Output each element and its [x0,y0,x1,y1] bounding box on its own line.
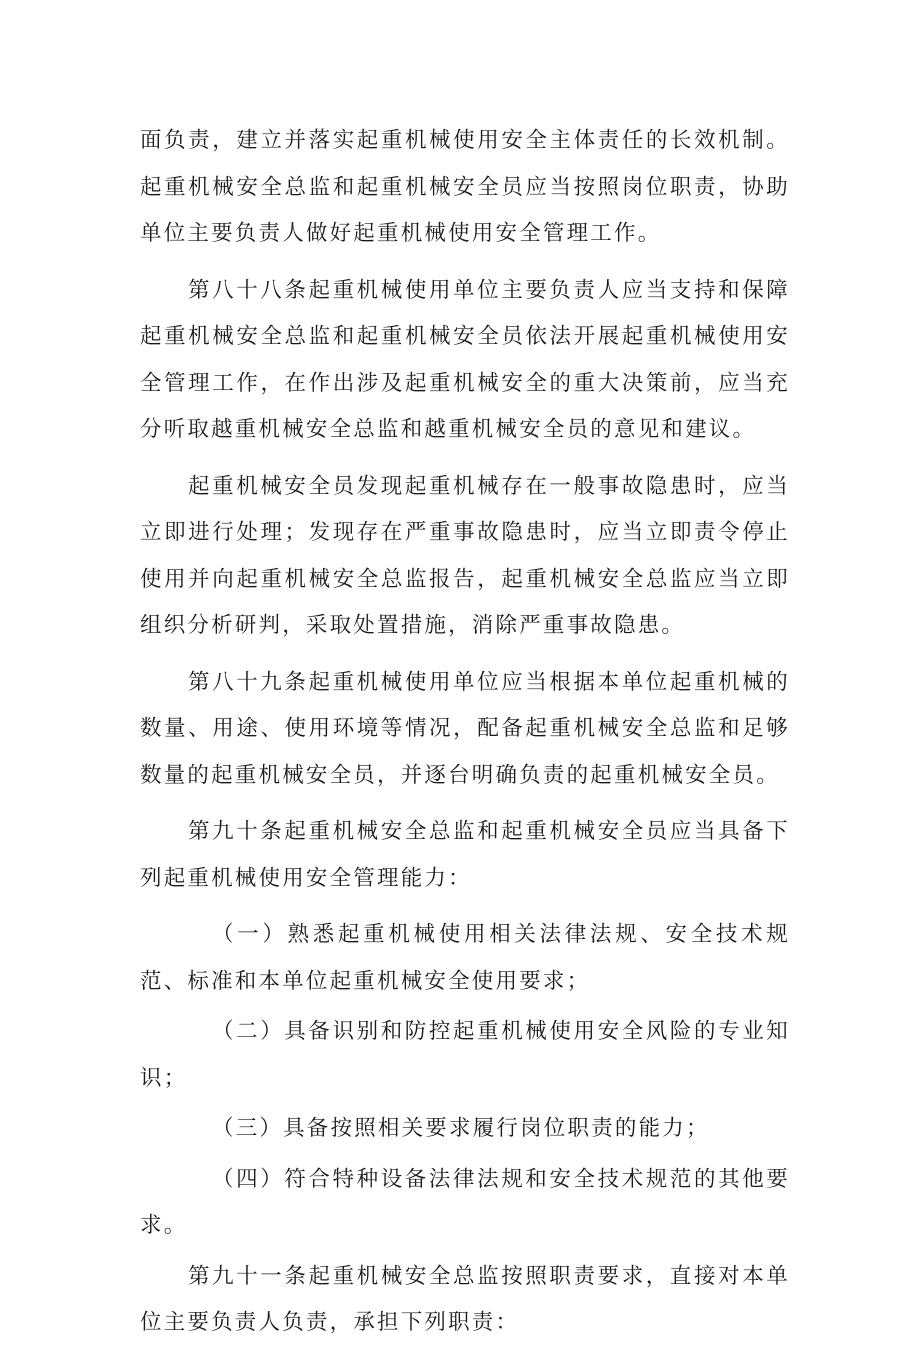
document-body [140,118,790,1347]
list-item-3: （三）具备按照相关要求履行岗位职责的能力； [212,1116,710,1141]
paragraph-article-91: 第九十一条起重机械安全总监按照职责要求，直接对本单位主要负责人负责，承担下列职责： [140,1263,790,1335]
list-item-1: （一）熟悉起重机械使用相关法律法规、安全技术规范、标准和本单位起重机械安全使用要求； [140,922,790,994]
list-item-2: （二）具备识别和防控起重机械使用安全风险的专业知识； [140,1019,790,1091]
paragraph-article-90: 第九十条起重机械安全总监和起重机械安全员应当具备下列起重机械使用安全管理能力： [140,819,790,891]
list-item-4: （四）符合特种设备法律法规和安全技术规范的其他要求。 [140,1166,790,1238]
paragraph-safety-officer-hazard: 起重机械安全员发现起重机械存在一般事故隐患时，应当立即进行处理；发现存在严重事故隐患时，应当立即责令停止使用并向起重机械安全总监报告，起重机械安全总监应当立即组织分析研判，采取处置措施，消除严重事故隐患。 [140,473,790,638]
paragraph-article-89: 第八十九条起重机械使用单位应当根据本单位起重机械的数量、用途、使用环境等情况，配备起重机械安全总监和足够数量的起重机械安全员，并逐台明确负责的起重机械安全员。 [140,669,790,788]
paragraph-continuation: 面负责，建立并落实起重机械使用安全主体责任的长效机制。起重机械安全总监和起重机械安全员应当按照岗位职责，协助单位主要负责人做好起重机械使用安全管理工作。 [140,128,790,246]
paragraph-article-88: 第八十八条起重机械使用单位主要负责人应当支持和保障起重机械安全总监和起重机械安全员依法开展起重机械使用安全管理工作，在作出涉及起重机械安全的重大决策前，应当充分听取越重机械安全总监和越重机械安全员的意见和建议。 [140,277,790,442]
